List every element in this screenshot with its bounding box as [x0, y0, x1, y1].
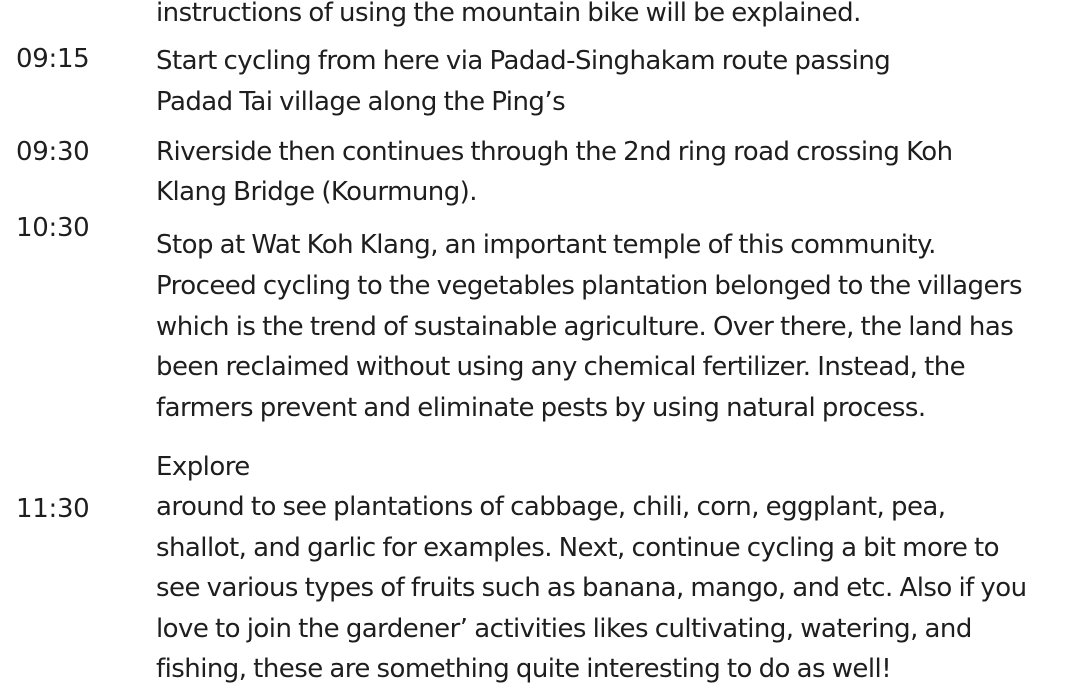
entry-0930-line-2: Klang Bridge (Kourmung). — [156, 177, 477, 207]
entry-0915-line-1: Start cycling from here via Padad-Singhakam route passing — [156, 46, 891, 76]
entry-1030-line-1: Stop at Wat Koh Klang, an important temple of this community. — [156, 230, 936, 260]
entry-0930-line-1: Riverside then continues through the 2nd ring road crossing Koh — [156, 137, 953, 167]
time-label-1030: 10:30 — [16, 213, 90, 243]
entry-1130-line-6: fishing, these are something quite interesting to do as well! — [156, 654, 892, 684]
time-label-1130: 11:30 — [16, 494, 90, 524]
entry-1130-line-5: love to join the gardener’ activities likes cultivating, watering, and — [156, 614, 972, 644]
time-label-0915: 09:15 — [16, 44, 90, 74]
entry-0915-line-2: Padad Tai village along the Ping’s — [156, 87, 566, 117]
entry-1030-line-5: farmers prevent and eliminate pests by using natural process. — [156, 393, 926, 423]
entry-1030-line-4: been reclaimed without using any chemical fertilizer. Instead, the — [156, 352, 966, 382]
entry-1030-line-3: which is the trend of sustainable agriculture. Over there, the land has — [156, 312, 1014, 342]
entry-1130-line-4: see various types of fruits such as banana, mango, and etc. Also if you — [156, 573, 1027, 603]
intro-text-line: instructions of using the mountain bike will be explained. — [156, 0, 861, 28]
entry-1130-line-1: Explore — [156, 452, 250, 482]
entry-1130-line-3: shallot, and garlic for examples. Next, continue cycling a bit more to — [156, 533, 1000, 563]
entry-1130-line-2: around to see plantations of cabbage, chili, corn, eggplant, pea, — [156, 492, 946, 522]
time-label-0930: 09:30 — [16, 137, 90, 167]
entry-1030-line-2: Proceed cycling to the vegetables plantation belonged to the villagers — [156, 271, 1023, 301]
